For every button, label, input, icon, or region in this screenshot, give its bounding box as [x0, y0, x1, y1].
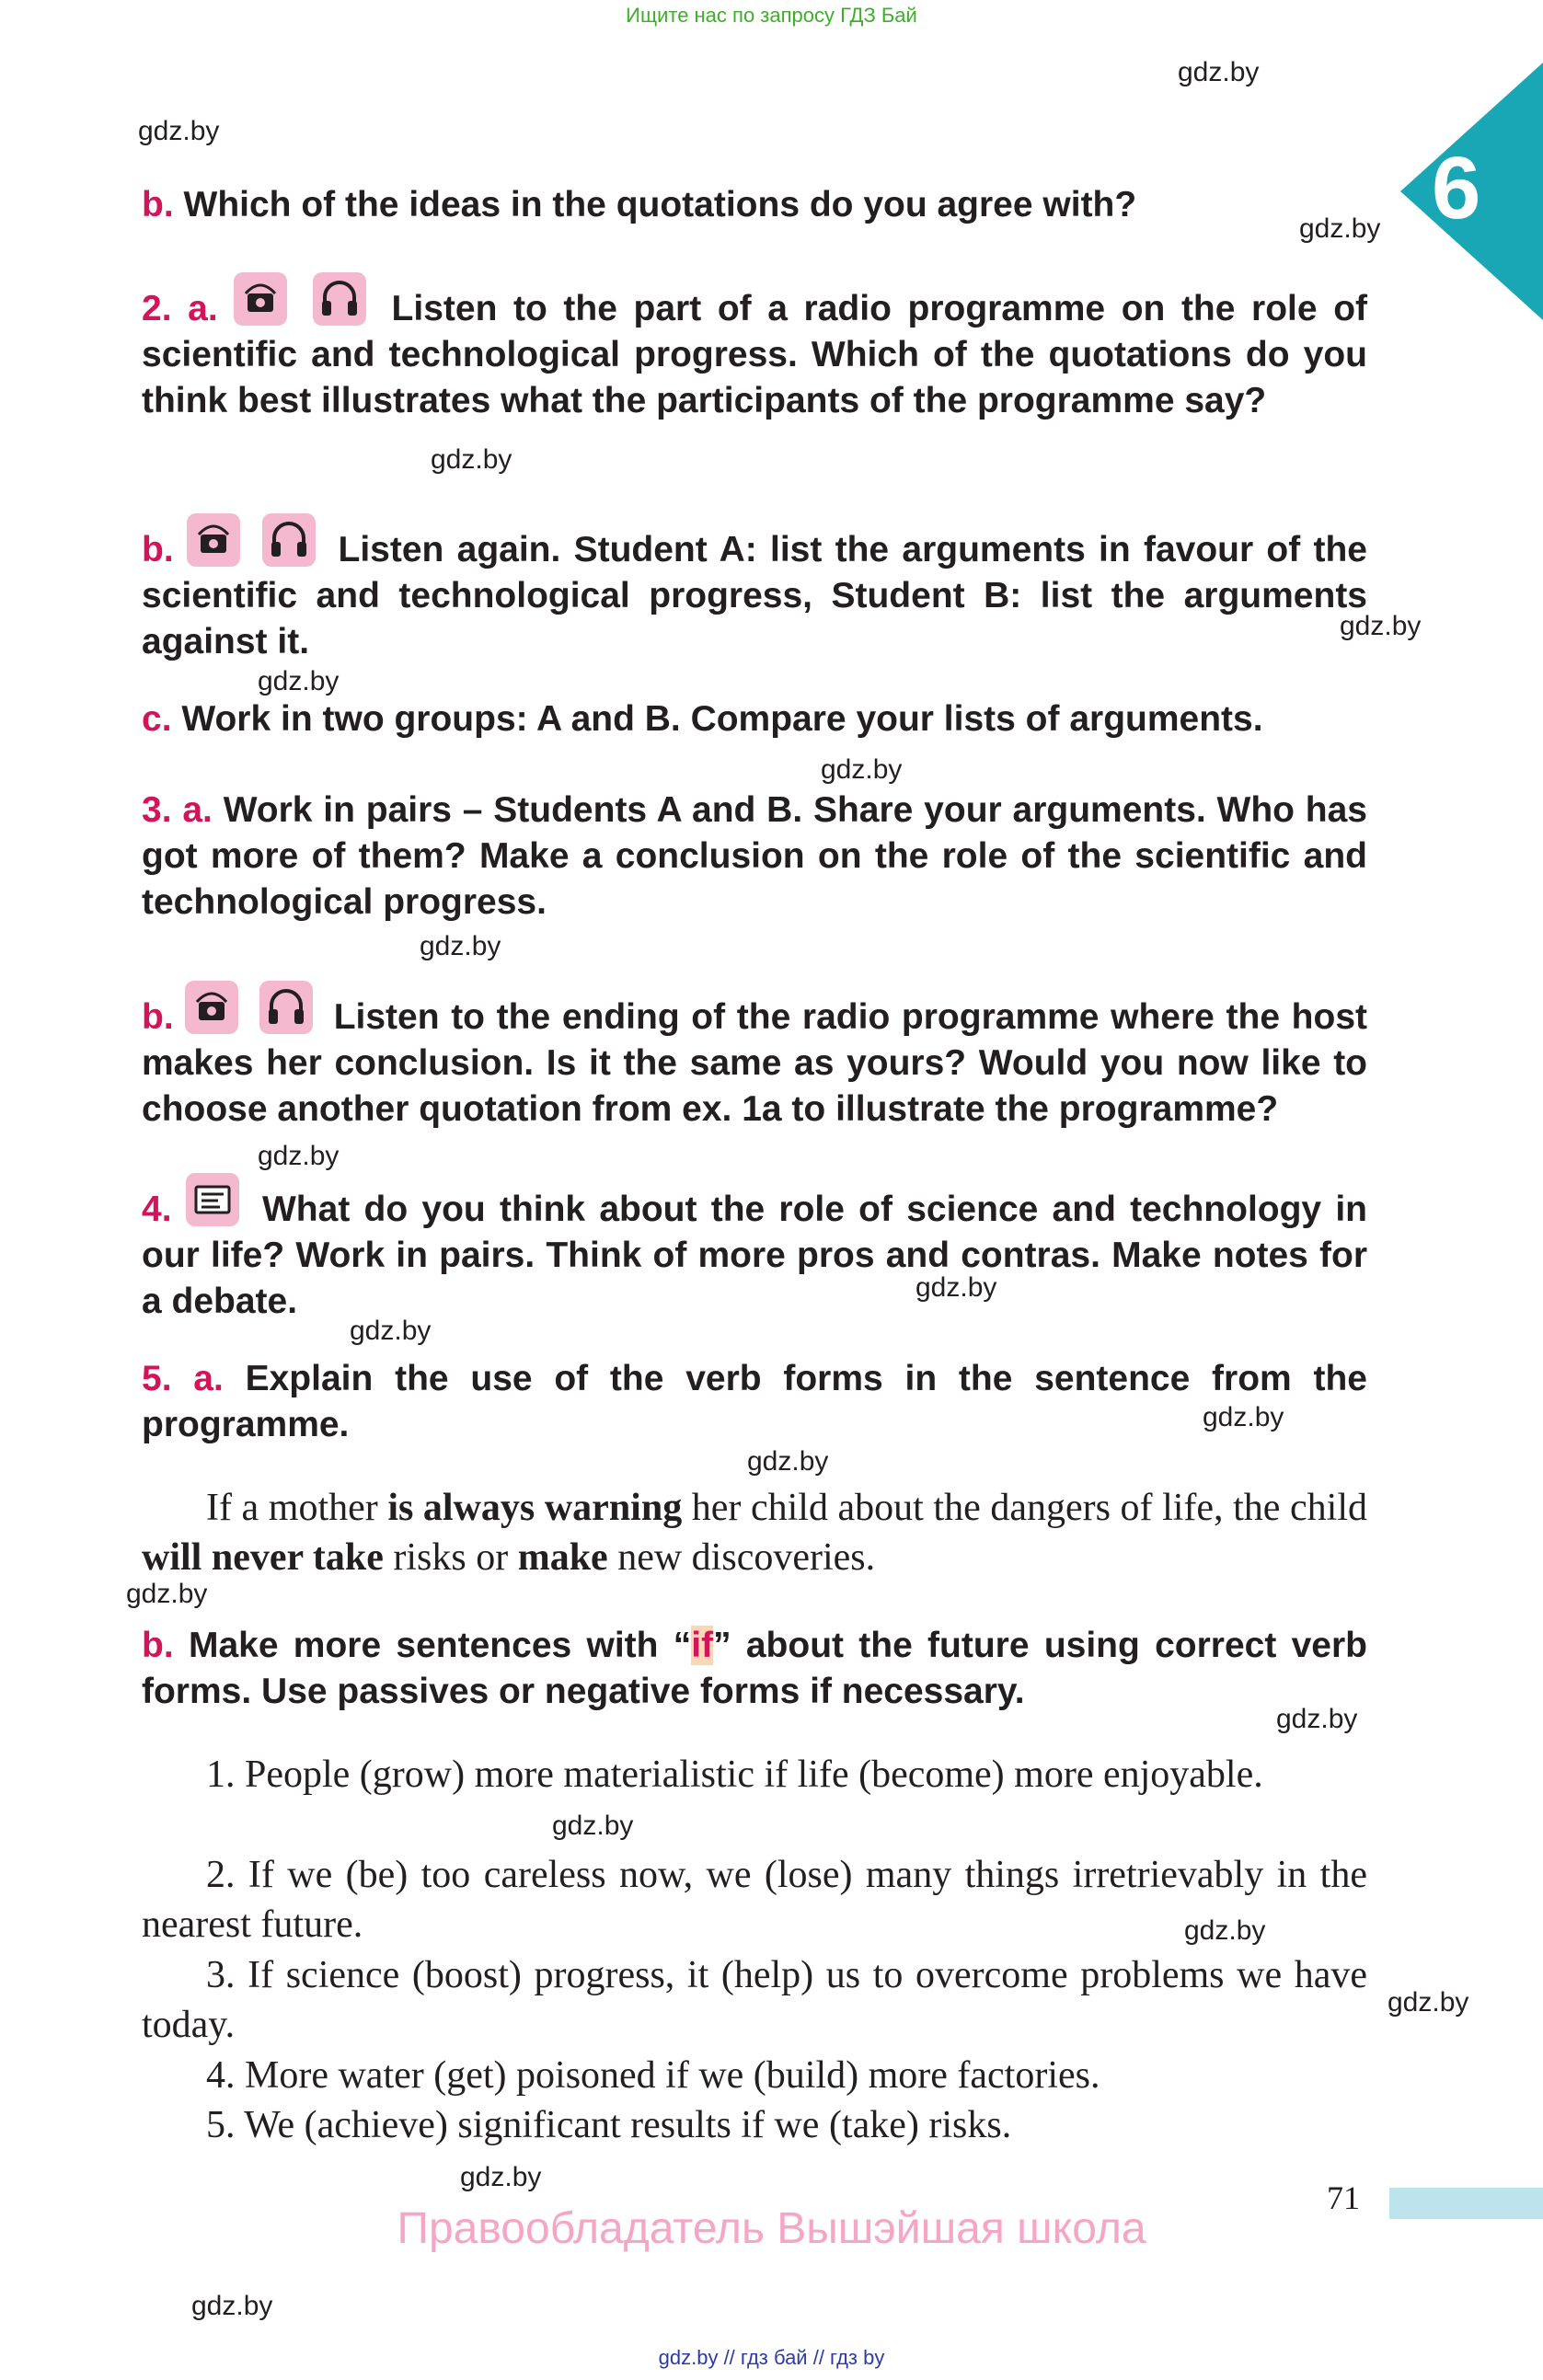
exercise-number: 5. a.	[142, 1359, 224, 1398]
sentence-part: her child about the dangers of life, the child	[682, 1487, 1367, 1529]
copyright-notice: Правообладатель Вышэйшая школа	[397, 2204, 1146, 2253]
cd-icon[interactable]	[187, 513, 240, 567]
sentence-part: risks or	[383, 1536, 518, 1579]
verb-form: will never take	[142, 1536, 384, 1579]
sentence-part: new discoveries.	[607, 1536, 876, 1579]
exercise-text: Which of the ideas in the quotations do you agree with?	[183, 185, 1137, 224]
sentence-item: 3. If science (boost) progress, it (help) us to overcome problems we have today.	[142, 1954, 1367, 2046]
watermark: gdz.by	[1276, 1704, 1358, 1734]
exercise-number: 2. a.	[142, 289, 218, 328]
watermark: gdz.by	[821, 754, 903, 785]
exercise-text: Make more sentences with “	[188, 1626, 692, 1665]
watermark: gdz.by	[1299, 213, 1381, 244]
exercise-5b	[142, 1623, 1367, 1715]
example-sentence	[142, 1483, 1367, 1582]
cd-icon[interactable]	[185, 981, 238, 1034]
exercise-text: Explain the use of the verb forms in the sentence from the programme.	[142, 1359, 1367, 1444]
watermark: gdz.by	[258, 1141, 340, 1171]
sentence-item: 1. People (grow) more materialistic if life (become) more enjoyable.	[206, 1753, 1263, 1796]
watermark: gdz.by	[126, 1579, 208, 1609]
watermark: gdz.by	[138, 116, 220, 146]
chapter-number: 6	[1432, 139, 1481, 237]
watermark: gdz.by	[1203, 1402, 1284, 1432]
exercise-number: 4.	[142, 1190, 172, 1229]
sentence-item: 4. More water (get) poisoned if we (build) more factories.	[206, 2054, 1100, 2097]
exercise-2b	[142, 513, 1367, 665]
exercise-2c	[142, 696, 1367, 742]
page-number: 71	[1327, 2179, 1360, 2216]
exercise-number: b.	[142, 1626, 174, 1665]
watermark: gdz.by	[1178, 57, 1260, 87]
exercise-text: Work in two groups: A and B. Compare your lists of arguments.	[181, 699, 1263, 739]
sentence-item: 5. We (achieve) significant results if we (take) risks.	[206, 2104, 1012, 2146]
verb-form: make	[517, 1536, 608, 1579]
sentence-item: 2. If we (be) too careless now, we (lose) many things irretrievably in the nearest future.	[142, 1854, 1367, 1946]
headphones-icon[interactable]	[259, 981, 313, 1034]
exercise-text: Listen again. Student A: list the arguments in favour of the scientific and technological progress, Student B: list the arguments against it.	[142, 530, 1368, 661]
verb-form: is always warning	[387, 1487, 683, 1529]
exercise-number: b.	[142, 185, 174, 224]
exercise-4	[142, 1173, 1367, 1325]
exercise-1b	[142, 182, 1246, 228]
notes-icon[interactable]	[186, 1173, 239, 1226]
exercise-3a	[142, 788, 1367, 926]
watermark: gdz.by	[460, 2162, 542, 2192]
exercise-text: What do you think about the role of science and technology in our life? Work in pairs. Think of more pros and contras. Make notes for a debate.	[142, 1190, 1367, 1321]
watermark: gdz.by	[915, 1272, 997, 1303]
top-note: Ищите нас по запросу ГДЗ Бай	[626, 4, 917, 27]
watermark: gdz.by	[1388, 1987, 1469, 2018]
exercise-text: Work in pairs – Students A and B. Share your arguments. Who has got more of them? Make a conclusion on the role of the scientific and technological progress.	[142, 790, 1367, 922]
exercise-number: b.	[142, 997, 174, 1037]
highlight-if: if	[691, 1626, 714, 1665]
sentence-part: If a mother	[206, 1487, 388, 1529]
exercise-2a	[142, 272, 1367, 424]
exercise-number: c.	[142, 699, 172, 739]
headphones-icon[interactable]	[262, 513, 316, 567]
watermark: gdz.by	[747, 1446, 829, 1477]
exercise-text: Listen to the part of a radio programme on the role of scientific and technological progress. Which of the quotations do you think best illustrates what the participants of the programme say?	[142, 289, 1368, 420]
watermark: gdz.by	[350, 1316, 432, 1346]
footer-links[interactable]: gdz.by // гдз бай // гдз by	[658, 2346, 885, 2369]
exercise-text: ” about the future using correct verb forms. Use passives or negative forms if necessary.	[142, 1626, 1367, 1711]
watermark: gdz.by	[1184, 1915, 1266, 1946]
cd-icon[interactable]	[234, 272, 287, 326]
watermark: gdz.by	[258, 666, 340, 696]
exercise-5a	[142, 1356, 1367, 1448]
watermark: gdz.by	[420, 931, 501, 961]
watermark: gdz.by	[552, 1811, 634, 1841]
watermark: gdz.by	[191, 2291, 273, 2321]
exercise-text: Listen to the ending of the radio programme where the host makes her conclusion. Is it the same as yours? Would you now like to choose another quotation from ex. 1a to illustrate the programme?	[142, 997, 1368, 1129]
exercise-3b	[142, 981, 1367, 1133]
exercise-number: b.	[142, 530, 174, 569]
watermark: gdz.by	[431, 444, 512, 475]
headphones-icon[interactable]	[313, 272, 366, 326]
watermark: gdz.by	[1340, 611, 1422, 641]
exercise-number: 3. a.	[142, 790, 213, 830]
